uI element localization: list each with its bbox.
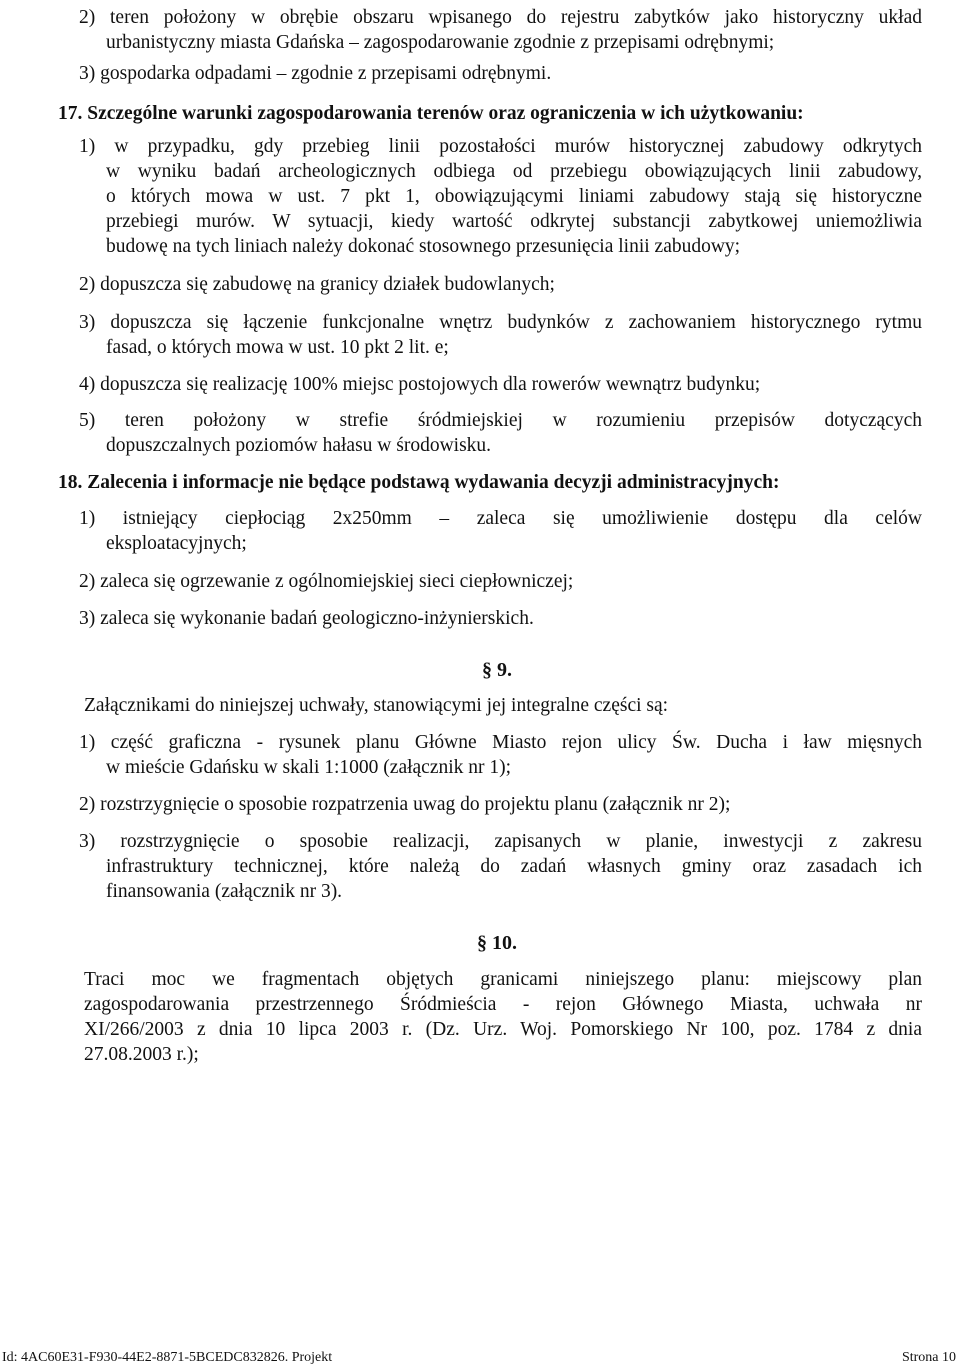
paragraph-line: XI/266/2003 z dnia 10 lipca 2003 r. (Dz. Urz. Woj. Pomorskiego Nr 100, poz. 1784 z dnia: [84, 1019, 922, 1040]
section-heading: 18. Zalecenia i informacje nie będące podstawą wydawania decyzji administracyjnych:: [58, 472, 780, 493]
paragraph-line: fasad, o których mowa w ust. 10 pkt 2 lit. e;: [106, 337, 449, 358]
paragraph-symbol-heading: § 10.: [477, 932, 517, 954]
paragraph-line: 2) teren położony w obrębie obszaru wpisanego do rejestru zabytków jako historyczny układ: [79, 7, 922, 28]
section-heading: 17. Szczególne warunki zagospodarowania terenów oraz ograniczenia w ich użytkowaniu:: [58, 103, 804, 124]
paragraph-line: w mieście Gdańsku w skali 1:1000 (załącznik nr 1);: [106, 757, 512, 778]
paragraph-line: 27.08.2003 r.);: [84, 1044, 199, 1065]
paragraph-line: zagospodarowania przestrzennego Śródmieścia - rejon Głównego Miasta, uchwała nr: [84, 994, 922, 1015]
paragraph-line: o których mowa w ust. 7 pkt 1, obowiązującymi liniami zabudowy stają się historyczne: [106, 186, 922, 207]
paragraph-line: przebiegi murów. W sytuacji, kiedy wartość odkrytej substancji zabytkowej uniemożliwia: [106, 211, 922, 232]
footer-page-number: Strona 10: [901, 1350, 956, 1365]
paragraph-line: budowę na tych liniach należy dokonać stosownego przesunięcia linii zabudowy;: [106, 236, 741, 257]
paragraph-symbol-heading: § 9.: [482, 659, 512, 681]
paragraph-line: eksploatacyjnych;: [106, 533, 247, 554]
paragraph-line: 2) zaleca się ogrzewanie z ogólnomiejskiej sieci ciepłowniczej;: [79, 571, 574, 592]
paragraph-line: Traci moc we fragmentach objętych granicami niniejszego planu: miejscowy plan: [84, 969, 922, 990]
paragraph-line: 2) dopuszcza się zabudowę na granicy działek budowlanych;: [79, 274, 555, 295]
footer-document-id: Id: 4AC60E31-F930-44E2-8871-5BCEDC832826. Projekt: [2, 1350, 333, 1365]
paragraph-line: Załącznikami do niniejszej uchwały, stanowiącymi jej integralne części są:: [84, 695, 669, 716]
paragraph-line: w wyniku badań archeologicznych odbiega od przebiegu obowiązujących linii zabudowy,: [106, 161, 922, 182]
paragraph-line: 3) dopuszcza się łączenie funkcjonalne wnętrz budynków z zachowaniem historycznego rytmu: [79, 312, 922, 333]
paragraph-line: 3) zaleca się wykonanie badań geologiczno-inżynierskich.: [79, 608, 534, 629]
paragraph-line: 4) dopuszcza się realizację 100% miejsc postojowych dla rowerów wewnątrz budynku;: [79, 374, 761, 395]
paragraph-line: 1) część graficzna - rysunek planu Główne Miasto rejon ulicy Św. Ducha i ław mięsnych: [79, 732, 922, 753]
paragraph-line: urbanistyczny miasta Gdańska – zagospodarowanie zgodnie z przepisami odrębnymi;: [106, 32, 775, 53]
paragraph-line: 5) teren położony w strefie śródmiejskiej w rozumieniu przepisów dotyczących: [79, 410, 922, 431]
paragraph-line: infrastruktury technicznej, które należą do zadań własnych gminy oraz zasadach ich: [106, 856, 922, 877]
paragraph-line: 3) rozstrzygnięcie o sposobie realizacji, zapisanych w planie, inwestycji z zakresu: [79, 831, 922, 852]
paragraph-line: dopuszczalnych poziomów hałasu w środowisku.: [106, 435, 492, 456]
paragraph-line: finansowania (załącznik nr 3).: [106, 881, 343, 902]
paragraph-line: 1) w przypadku, gdy przebieg linii pozostałości murów historycznej zabudowy odkrytych: [79, 136, 922, 157]
paragraph-line: 3) gospodarka odpadami – zgodnie z przepisami odrębnymi.: [79, 63, 552, 84]
paragraph-line: 1) istniejący ciepłociąg 2x250mm – zaleca się umożliwienie dostępu dla celów: [79, 508, 922, 529]
paragraph-line: 2) rozstrzygnięcie o sposobie rozpatrzenia uwag do projektu planu (załącznik nr 2);: [79, 794, 731, 815]
